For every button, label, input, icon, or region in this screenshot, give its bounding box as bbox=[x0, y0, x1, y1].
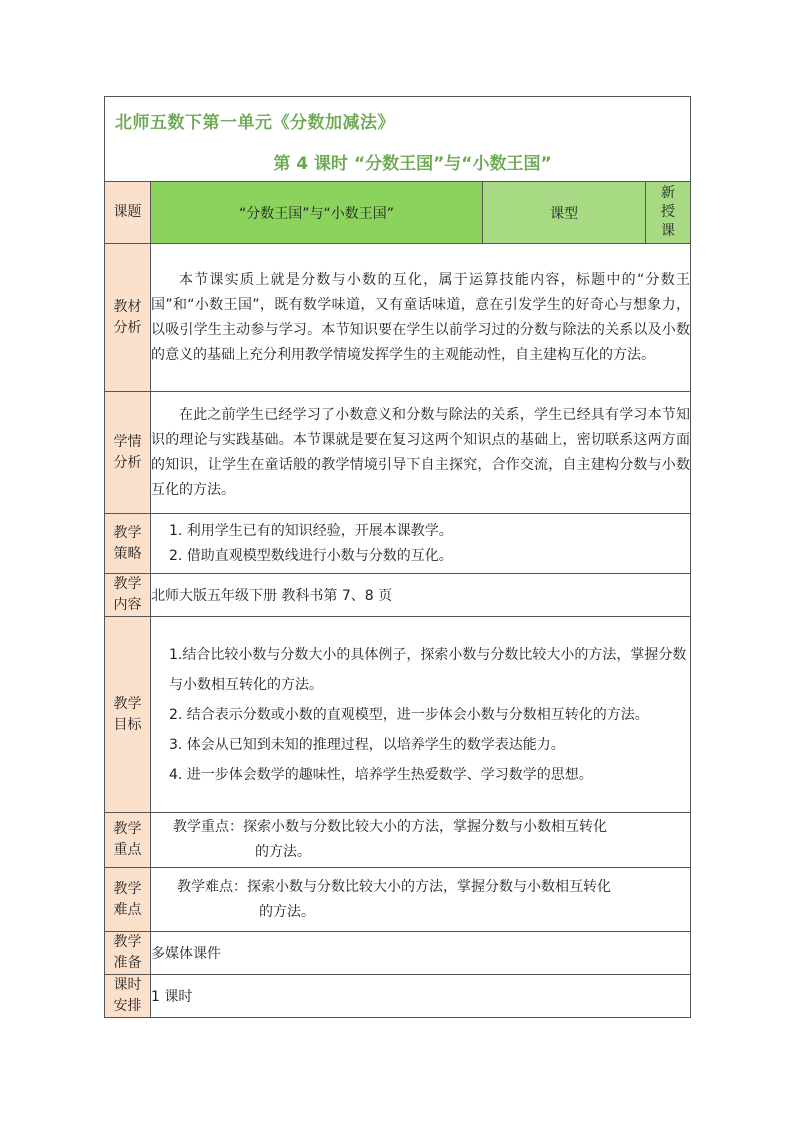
row-key-point bbox=[105, 813, 691, 868]
goal-item: 2. 结合表示分数或小数的直观模型，进一步体会小数与分数相互转化的方法。 bbox=[169, 706, 649, 723]
goals-content bbox=[151, 617, 691, 813]
material-text: 本节课实质上就是分数与小数的互化，属于运算技能内容，标题中的“分数王国”和“小数王国”，既有数学味道，又有童话味道，意在引发学生的好奇心与想象力，以吸引学生主动参与学习。本节知识要在学生以前学习过的分数与除法的关系以及小数的意义的基础上充分利用教学情境发挥学生的主观能动性，自主建构互化的方法。 bbox=[151, 271, 690, 363]
key-point-line: 教学重点：探索小数与分数比较大小的方法，掌握分数与小数相互转化 bbox=[173, 819, 607, 835]
goal-item: 1.结合比较小数与分数大小的具体例子，探索小数与分数比较大小的方法，掌握分数与小数相互转化的方法。 bbox=[169, 646, 687, 693]
goal-item: 3. 体会从已知到未知的推理过程，以培养学生的数学表达能力。 bbox=[169, 736, 565, 753]
lesson-plan-table bbox=[104, 96, 691, 1018]
topic-value: “分数王国”与“小数王国” bbox=[151, 182, 483, 244]
students-content bbox=[151, 392, 691, 514]
material-content bbox=[151, 244, 691, 392]
type-label: 课型 bbox=[483, 182, 646, 244]
prep-text: 多媒体课件 bbox=[151, 932, 691, 975]
difficulty-content bbox=[151, 868, 691, 932]
type-value-text: 新授课 bbox=[661, 185, 675, 239]
content-text: 北师大版五年级下册 教科书第 7、8 页 bbox=[151, 574, 691, 617]
key-point-label bbox=[105, 813, 151, 868]
key-point-line: 的方法。 bbox=[255, 844, 311, 860]
strategy-item: 1. 利用学生已有的知识经验，开展本课教学。 bbox=[169, 522, 453, 539]
material-label-text: 教材分析 bbox=[113, 298, 142, 336]
difficulty-line: 教学难点：探索小数与分数比较大小的方法，掌握分数与小数相互转化 bbox=[177, 878, 611, 895]
row-goals bbox=[105, 617, 691, 813]
goals-label-text: 教学目标 bbox=[113, 695, 142, 733]
row-content bbox=[105, 574, 691, 617]
hours-label-text: 课时安排 bbox=[113, 977, 142, 1014]
row-hours bbox=[105, 975, 691, 1018]
students-label bbox=[105, 392, 151, 514]
difficulty-label bbox=[105, 868, 151, 932]
row-strategy bbox=[105, 514, 691, 574]
hours-text: 1 课时 bbox=[151, 975, 691, 1018]
students-label-text: 学情分析 bbox=[113, 433, 142, 471]
title-cell bbox=[105, 97, 691, 182]
row-difficulty bbox=[105, 868, 691, 932]
difficulty-line: 的方法。 bbox=[259, 903, 315, 920]
row-material bbox=[105, 244, 691, 392]
strategy-content bbox=[151, 514, 691, 574]
content-label bbox=[105, 574, 151, 617]
students-text: 在此之前学生已经学习了小数意义和分数与除法的关系，学生已经具有学习本节知识的理论与实践基础。本节课就是要在复习这两个知识点的基础上，密切联系这两方面的知识，让学生在童话般的教学情境引导下自主探究，合作交流，自主建构分数与小数互化的方法。 bbox=[151, 406, 690, 498]
key-point-content bbox=[151, 813, 691, 868]
row-students bbox=[105, 392, 691, 514]
strategy-item: 2. 借助直观模型数线进行小数与分数的互化。 bbox=[169, 547, 453, 564]
strategy-label-text: 教学策略 bbox=[113, 524, 142, 562]
lesson-title: 第 4 课时 “分数王国”与“小数王国” bbox=[273, 154, 552, 174]
title-row bbox=[105, 97, 691, 182]
difficulty-label-text: 教学难点 bbox=[113, 880, 142, 918]
hours-label bbox=[105, 975, 151, 1018]
content-label-text: 教学内容 bbox=[113, 576, 142, 613]
prep-label-text: 教学准备 bbox=[113, 934, 142, 971]
material-label bbox=[105, 244, 151, 392]
row-prep bbox=[105, 932, 691, 975]
unit-title: 北师五数下第一单元《分数加减法》 bbox=[115, 113, 395, 133]
topic-label: 课题 bbox=[105, 182, 151, 244]
header-row bbox=[105, 182, 691, 244]
prep-label bbox=[105, 932, 151, 975]
key-point-label-text: 教学重点 bbox=[113, 821, 142, 858]
type-value bbox=[646, 182, 691, 244]
goals-label bbox=[105, 617, 151, 813]
strategy-label bbox=[105, 514, 151, 574]
goal-item: 4. 进一步体会数学的趣味性，培养学生热爱数学、学习数学的思想。 bbox=[169, 766, 593, 783]
